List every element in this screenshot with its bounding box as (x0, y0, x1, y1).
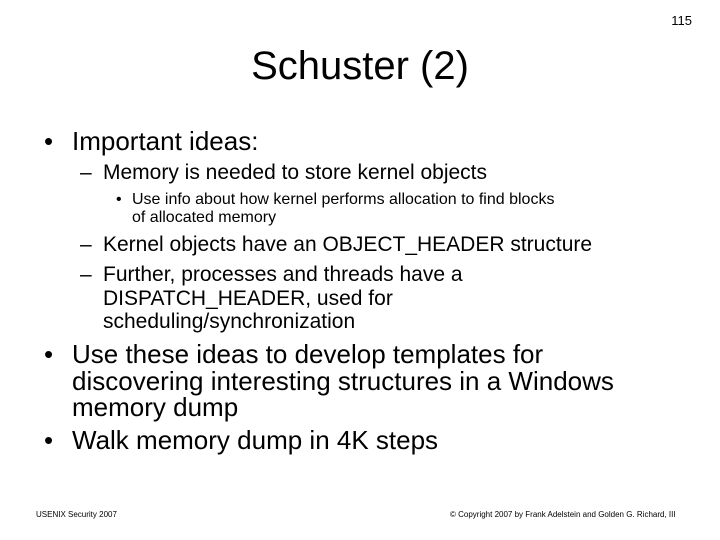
bullet-marker: • (44, 126, 54, 156)
bullet-templates-line-1: Use these ideas to develop templates for (72, 339, 544, 369)
sub-bullet-memory: Memory is needed to store kernel objects (103, 161, 488, 184)
bullet-templates-line-3: memory dump (72, 392, 239, 422)
sub-bullet-object-header: Kernel objects have an OBJECT_HEADER structure (103, 233, 593, 256)
bullet-marker: • (116, 191, 122, 208)
dash-marker: – (80, 161, 92, 184)
sub-sub-bullet-line-2: of allocated memory (132, 209, 277, 226)
bullet-marker: • (44, 339, 54, 369)
bullet-important-ideas: Important ideas: (72, 126, 259, 156)
slide-title: Schuster (2) (251, 44, 469, 88)
sub-bullet-dispatch-line-1: Further, processes and threads have a (103, 263, 463, 286)
dash-marker: – (80, 233, 92, 256)
sub-sub-bullet-line-1: Use info about how kernel performs allocation to find blocks (132, 191, 555, 208)
footer-conference: USENIX Security 2007 (36, 510, 117, 519)
sub-bullet-dispatch-line-3: scheduling/synchronization (103, 310, 356, 333)
bullet-templates-line-2: discovering interesting structures in a Windows (72, 366, 614, 396)
bullet-walk-memory: Walk memory dump in 4K steps (72, 425, 439, 455)
sub-bullet-dispatch-line-2: DISPATCH_HEADER, used for (103, 287, 393, 310)
footer-copyright: © Copyright 2007 by Frank Adelstein and Golden G. Richard, III (450, 510, 676, 519)
slide-number: 115 (671, 13, 692, 28)
dash-marker: – (80, 263, 92, 286)
bullet-marker: • (44, 425, 54, 455)
